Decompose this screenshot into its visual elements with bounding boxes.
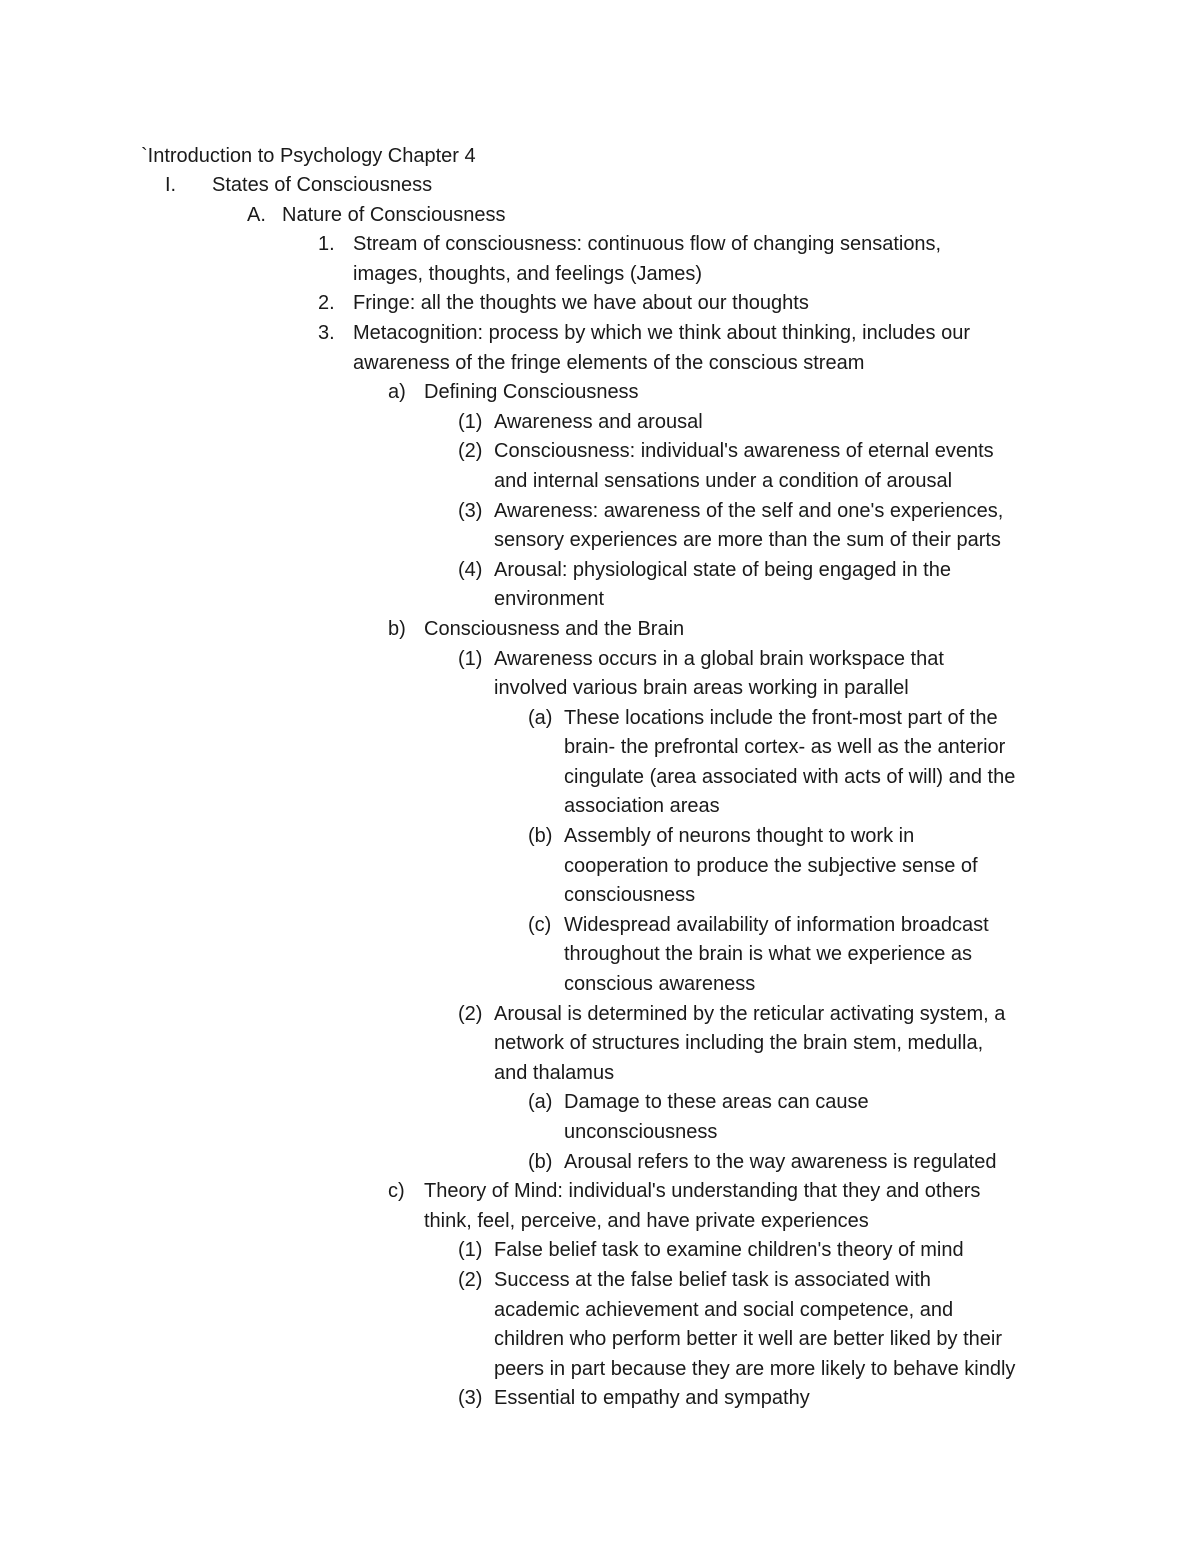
outline-marker: (2)	[458, 1002, 483, 1025]
outline-text-line: States of Consciousness	[212, 174, 433, 196]
outline-text-line: environment	[494, 588, 605, 611]
outline-item	[0, 378, 1200, 408]
outline-item	[0, 615, 1200, 645]
outline-text-line: peers in part because they are more likely to behave kindly	[494, 1357, 1016, 1380]
outline-text-line: Stream of consciousness: continuous flow of changing sensations,	[353, 233, 942, 256]
outline-text-line: Consciousness and the Brain	[424, 617, 685, 640]
outline-list	[0, 171, 1200, 1414]
outline-marker: 3.	[318, 321, 335, 344]
outline-item	[0, 1384, 1200, 1414]
outline-text-line: Defining Consciousness	[424, 381, 639, 404]
outline-item	[0, 497, 1200, 556]
outline-item	[0, 822, 1200, 911]
outline-item	[0, 645, 1200, 704]
outline-text-line: Awareness: awareness of the self and one's experiences,	[494, 499, 1004, 522]
outline-text-line: brain- the prefrontal cortex- as well as the anterior	[564, 736, 1006, 759]
outline-text-line: Assembly of neurons thought to work in	[564, 825, 915, 848]
outline-text-line: academic achievement and social competence, and	[494, 1298, 954, 1321]
outline-text-line: Awareness and arousal	[494, 410, 703, 433]
outline-text-line: Awareness occurs in a global brain workspace that	[494, 647, 944, 670]
outline-text-line: Success at the false belief task is associated with	[494, 1268, 931, 1291]
outline-marker: (1)	[458, 647, 483, 670]
outline-marker: (4)	[458, 558, 483, 581]
outline-marker: I.	[165, 174, 177, 196]
outline-marker: A.	[247, 203, 266, 226]
outline-text-line: and thalamus	[494, 1061, 615, 1084]
outline-text-line: unconsciousness	[564, 1121, 718, 1143]
outline-marker: (b)	[528, 1150, 553, 1173]
outline-marker: (a)	[528, 706, 553, 729]
outline-text-line: Arousal: physiological state of being engaged in the	[494, 558, 951, 581]
document-title: `Introduction to Psychology Chapter 4	[141, 145, 476, 167]
outline-item	[0, 1088, 1200, 1147]
outline-marker: (3)	[458, 1387, 483, 1410]
outline-text-line: awareness of the fringe elements of the conscious stream	[353, 351, 865, 374]
outline-text-line: Metacognition: process by which we think about thinking, includes our	[353, 321, 971, 344]
outline-text-line: Arousal is determined by the reticular activating system, a	[494, 1002, 1006, 1025]
outline-marker: (2)	[458, 1268, 483, 1291]
outline-text-line: Consciousness: individual's awareness of eternal events	[494, 440, 994, 463]
outline-item	[0, 704, 1200, 822]
outline-text-line: Arousal refers to the way awareness is regulated	[564, 1150, 997, 1173]
outline-text-line: network of structures including the brain stem, medulla,	[494, 1032, 984, 1055]
outline-item	[0, 1148, 1200, 1178]
outline-text-line: Fringe: all the thoughts we have about our thoughts	[353, 292, 809, 315]
outline-text-line: throughout the brain is what we experience as	[564, 943, 973, 966]
outline-text-line: sensory experiences are more than the sum of their parts	[494, 529, 1001, 552]
outline-item	[0, 1236, 1200, 1266]
outline-marker: (2)	[458, 440, 483, 463]
outline-marker: (3)	[458, 499, 483, 522]
outline-text-line: consciousness	[564, 884, 696, 907]
outline-marker: 2.	[318, 292, 335, 315]
outline-marker: (a)	[528, 1091, 553, 1114]
outline-text-line: think, feel, perceive, and have private experiences	[424, 1209, 869, 1232]
outline-marker: (c)	[528, 913, 552, 936]
outline-text-line: Nature of Consciousness	[282, 203, 506, 226]
outline-item	[0, 408, 1200, 438]
outline-item	[0, 1266, 1200, 1384]
outline-marker: a)	[388, 381, 406, 404]
outline-text-line: children who perform better it well are better liked by their	[494, 1328, 1003, 1351]
outline-text-line: images, thoughts, and feelings (James)	[353, 262, 703, 285]
outline-item	[0, 319, 1200, 378]
outline-item	[0, 1000, 1200, 1089]
outline-marker: c)	[388, 1180, 405, 1203]
outline-text-line: Widespread availability of information broadcast	[564, 913, 989, 936]
outline-marker: 1.	[318, 233, 335, 256]
outline-item	[0, 171, 1200, 201]
outline-text-line: cooperation to produce the subjective sense of	[564, 854, 978, 877]
outline-item	[0, 911, 1200, 1000]
outline-text-line: False belief task to examine children's theory of mind	[494, 1239, 964, 1262]
outline-text-line: cingulate (area associated with acts of will) and the	[564, 765, 1016, 788]
outline-item	[0, 437, 1200, 496]
outline-item	[0, 230, 1200, 289]
outline-item	[0, 556, 1200, 615]
outline-text-line: and internal sensations under a condition of arousal	[494, 469, 953, 492]
outline-text-line: association areas	[564, 795, 720, 818]
outline-text-line: conscious awareness	[564, 973, 756, 996]
outline-marker: (1)	[458, 410, 483, 433]
outline-text-line: Theory of Mind: individual's understanding that they and others	[424, 1180, 981, 1203]
outline-text-line: involved various brain areas working in parallel	[494, 677, 909, 700]
outline-item	[0, 1177, 1200, 1236]
outline-text-line: Essential to empathy and sympathy	[494, 1387, 810, 1410]
outline-item	[0, 201, 1200, 231]
outline-item	[0, 289, 1200, 319]
outline-text-line: Damage to these areas can cause	[564, 1091, 869, 1114]
outline-marker: (b)	[528, 825, 553, 848]
outline-text-line: These locations include the front-most part of the	[564, 706, 998, 729]
outline-marker: b)	[388, 617, 406, 640]
outline-marker: (1)	[458, 1239, 483, 1262]
